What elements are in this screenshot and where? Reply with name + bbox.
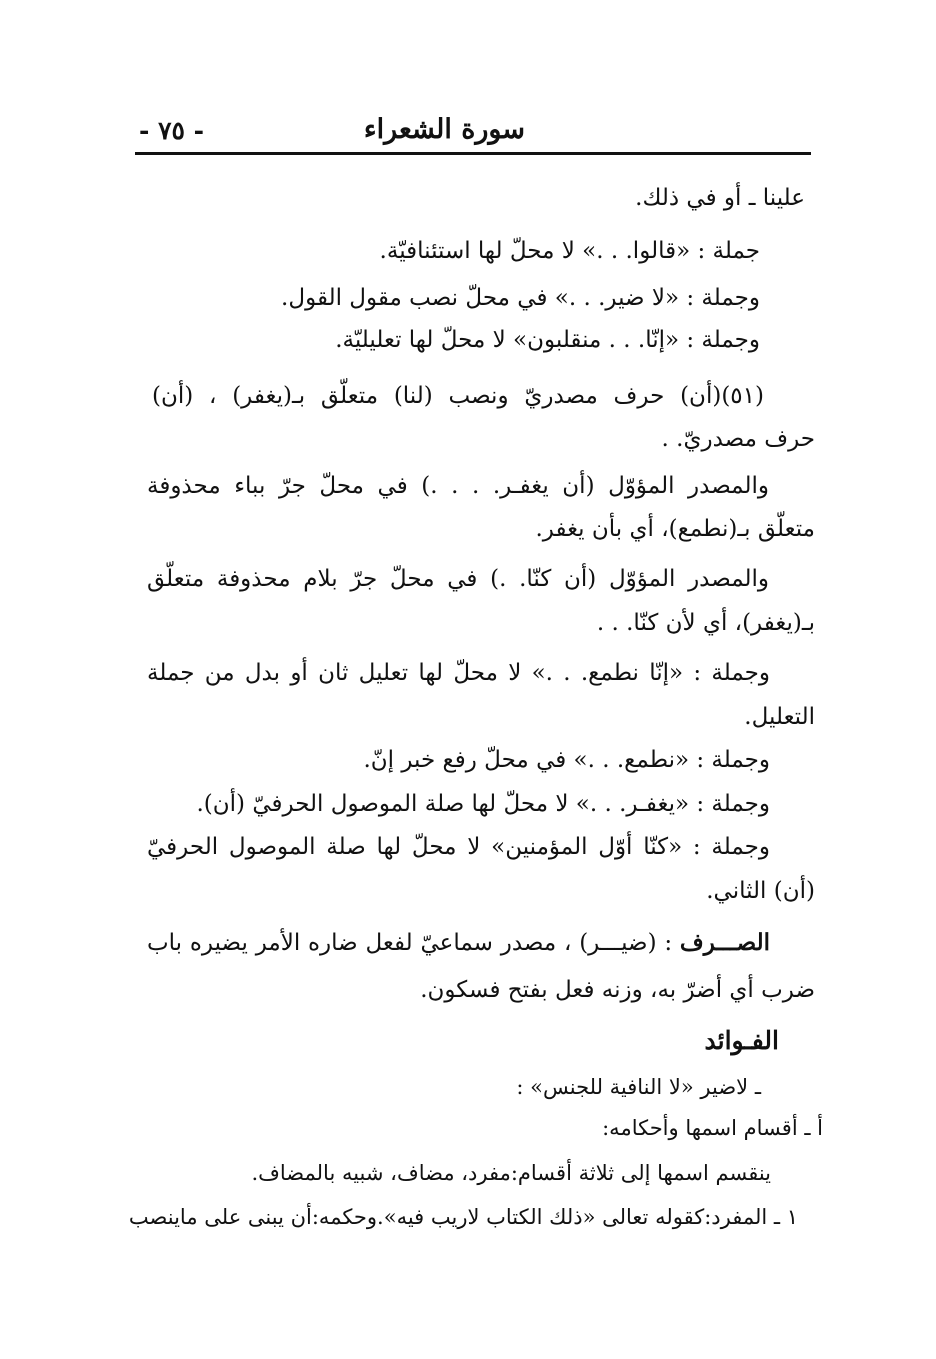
text-line: والمصدر المؤوّل (أن يغفـر. . . .) في محلّ جرّ بباء محذوفة [147, 473, 769, 499]
text-line: وجملة : «كنّا أوّل المؤمنين» لا محلّ لها صلة الموصول الحرفيّ [147, 834, 770, 860]
header-rule [135, 152, 811, 155]
text-line: وجملة : «نطمع. . .» في محلّ رفع خبر إنّ. [363, 747, 770, 773]
sarf-word: : (ضيـــر) ، [556, 930, 680, 956]
text-line: ـ لاضير «لا النافية للجنس» : [516, 1075, 761, 1099]
text-line: متعلّق بـ(نطمع)، أي بأن يغفر. [535, 516, 815, 542]
text-line: وجملة : «إنّا نطمع. . .» لا محلّ لها تعليل ثان أو بدل من جملة [147, 660, 770, 686]
text-line: أ ـ أقسام اسمها وأحكامه: [602, 1116, 823, 1140]
text-line: ينقسم اسمها إلى ثلاثة أقسام:مفرد، مضاف، شبيه بالمضاف. [251, 1161, 771, 1185]
text-line: وجملة : «إنّا. . . منقلبون» لا محلّ لها تعليليّة. [335, 327, 760, 353]
sarf-line [147, 928, 770, 958]
text-line: التعليل. [744, 704, 815, 730]
text-line: (أن) الثاني. [706, 878, 815, 904]
text-line: ضرب أي أضرّ به، وزنه فعل بفتح فسكون. [420, 977, 815, 1003]
page-header [135, 108, 810, 152]
text-line: بـ(يغفر)، أي لأن كنّا. . . [596, 610, 815, 636]
text-line: (٥١)(أن) حرف مصدريّ ونصب (لنا) متعلّق بـ(يغفر) ، (أن) [152, 383, 764, 409]
sarf-text: مصدر سماعيّ لفعل ضاره الأمر يضيره باب [147, 930, 557, 956]
fawaid-heading: الفـوائد [704, 1026, 779, 1055]
text-line: علينا ـ أو في ذلك. [635, 185, 805, 211]
text-line: وجملة : «يغفـر. . .» لا محلّ لها صلة الموصول الحرفيّ (أن). [196, 791, 770, 817]
text-line: وجملة : «لا ضير. . .» في محلّ نصب مقول القول. [281, 285, 760, 311]
text-line: حرف مصدريّ. . [661, 426, 815, 452]
text-line: ١ ـ المفرد:كقوله تعالى «ذلك الكتاب لاريب فيه».وحكمه:أن يبنى على ماينصب [128, 1205, 798, 1229]
surah-title: سورة الشعراء [363, 114, 525, 145]
page-number: - ٧٥ - [139, 116, 205, 145]
text-line: جملة : «قالوا. . .» لا محلّ لها استئنافيّة. [379, 238, 760, 264]
text-line: والمصدر المؤوّل (أن كنّا. .) في محلّ جرّ بلام محذوفة متعلّق [147, 566, 769, 592]
sarf-label: الصـــرف [679, 929, 770, 956]
